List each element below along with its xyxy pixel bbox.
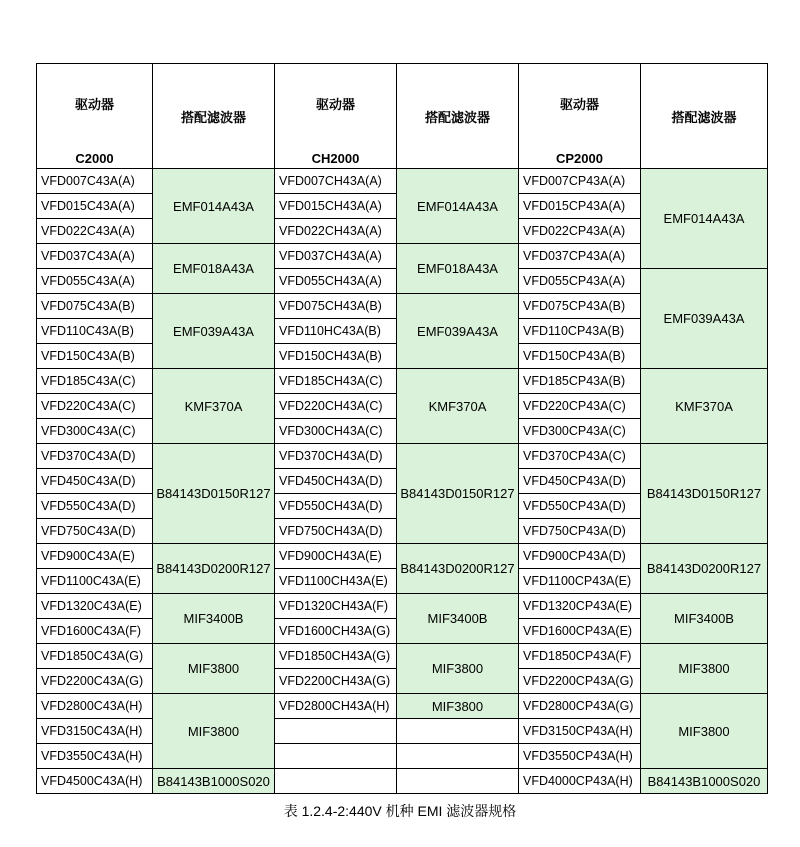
c2000-filter-cell: B84143D0200R127 [153, 544, 275, 594]
c2000-driver-cell: VFD2800C43A(H) [37, 694, 153, 719]
ch2000-driver-cell: VFD1600CH43A(G) [275, 619, 397, 644]
cp2000-filter-cell: EMF014A43A [641, 169, 768, 269]
ch2000-filter-cell: EMF014A43A [397, 169, 519, 244]
cp2000-filter-header: 搭配滤波器 [641, 64, 768, 169]
cp2000-driver-cell: VFD900CP43A(D) [519, 544, 641, 569]
cp2000-filter-cell: KMF370A [641, 369, 768, 444]
cp2000-driver-cell: VFD3150CP43A(H) [519, 719, 641, 744]
ch2000-filter-cell: B84143D0200R127 [397, 544, 519, 594]
ch2000-filter-cell: MIF3400B [397, 594, 519, 644]
cp2000-model-label: CP2000 [519, 142, 641, 169]
table-row [37, 594, 768, 619]
ch2000-filter-header: 搭配滤波器 [397, 64, 519, 169]
c2000-driver-cell: VFD185C43A(C) [37, 369, 153, 394]
ch2000-driver-cell: VFD1320CH43A(F) [275, 594, 397, 619]
ch2000-filter-cell: EMF018A43A [397, 244, 519, 294]
table-body [37, 169, 768, 794]
c2000-driver-cell: VFD550C43A(D) [37, 494, 153, 519]
cp2000-filter-cell: EMF039A43A [641, 269, 768, 369]
ch2000-driver-cell: VFD110HC43A(B) [275, 319, 397, 344]
cp2000-driver-cell: VFD220CP43A(C) [519, 394, 641, 419]
c2000-driver-cell: VFD1600C43A(F) [37, 619, 153, 644]
c2000-driver-cell: VFD110C43A(B) [37, 319, 153, 344]
c2000-model-label: C2000 [37, 142, 153, 169]
ch2000-driver-cell: VFD075CH43A(B) [275, 294, 397, 319]
ch2000-driver-cell: VFD450CH43A(D) [275, 469, 397, 494]
c2000-filter-cell: MIF3400B [153, 594, 275, 644]
cp2000-filter-cell: MIF3400B [641, 594, 768, 644]
table-row [37, 694, 768, 719]
emi-filter-table [36, 63, 768, 794]
ch2000-driver-cell: VFD037CH43A(A) [275, 244, 397, 269]
c2000-driver-header: 驱动器 [37, 64, 153, 143]
c2000-filter-cell: KMF370A [153, 369, 275, 444]
cp2000-driver-cell: VFD450CP43A(D) [519, 469, 641, 494]
cp2000-driver-cell: VFD1100CP43A(E) [519, 569, 641, 594]
c2000-filter-header: 搭配滤波器 [153, 64, 275, 169]
c2000-filter-cell: B84143D0150R127 [153, 444, 275, 544]
cp2000-driver-cell: VFD055CP43A(A) [519, 269, 641, 294]
ch2000-driver-cell: VFD750CH43A(D) [275, 519, 397, 544]
c2000-driver-cell: VFD370C43A(D) [37, 444, 153, 469]
ch2000-driver-cell [275, 719, 397, 744]
ch2000-driver-cell: VFD015CH43A(A) [275, 194, 397, 219]
c2000-driver-cell: VFD4500C43A(H) [37, 769, 153, 794]
c2000-driver-cell: VFD055C43A(A) [37, 269, 153, 294]
ch2000-driver-cell: VFD022CH43A(A) [275, 219, 397, 244]
c2000-driver-cell: VFD075C43A(B) [37, 294, 153, 319]
ch2000-driver-cell: VFD550CH43A(D) [275, 494, 397, 519]
c2000-filter-cell: EMF018A43A [153, 244, 275, 294]
cp2000-driver-cell: VFD075CP43A(B) [519, 294, 641, 319]
ch2000-driver-cell: VFD300CH43A(C) [275, 419, 397, 444]
ch2000-filter-cell: MIF3800 [397, 694, 519, 719]
c2000-driver-cell: VFD007C43A(A) [37, 169, 153, 194]
c2000-driver-cell: VFD220C43A(C) [37, 394, 153, 419]
cp2000-driver-cell: VFD750CP43A(D) [519, 519, 641, 544]
cp2000-driver-cell: VFD300CP43A(C) [519, 419, 641, 444]
ch2000-driver-cell [275, 769, 397, 794]
cp2000-driver-cell: VFD1600CP43A(E) [519, 619, 641, 644]
cp2000-filter-cell: MIF3800 [641, 644, 768, 694]
table-row [37, 444, 768, 469]
cp2000-filter-cell: B84143D0150R127 [641, 444, 768, 544]
c2000-driver-cell: VFD150C43A(B) [37, 344, 153, 369]
cp2000-driver-cell: VFD015CP43A(A) [519, 194, 641, 219]
cp2000-driver-cell: VFD150CP43A(B) [519, 344, 641, 369]
table-row [37, 544, 768, 569]
c2000-driver-cell: VFD900C43A(E) [37, 544, 153, 569]
c2000-driver-cell: VFD022C43A(A) [37, 219, 153, 244]
cp2000-driver-cell: VFD037CP43A(A) [519, 244, 641, 269]
table-row [37, 769, 768, 794]
ch2000-filter-cell: B84143D0150R127 [397, 444, 519, 544]
c2000-driver-cell: VFD3150C43A(H) [37, 719, 153, 744]
cp2000-driver-cell: VFD1850CP43A(F) [519, 644, 641, 669]
cp2000-driver-cell: VFD3550CP43A(H) [519, 744, 641, 769]
ch2000-filter-cell [397, 719, 519, 744]
cp2000-driver-cell: VFD370CP43A(C) [519, 444, 641, 469]
c2000-filter-cell: EMF014A43A [153, 169, 275, 244]
cp2000-driver-cell: VFD4000CP43A(H) [519, 769, 641, 794]
ch2000-driver-cell: VFD185CH43A(C) [275, 369, 397, 394]
ch2000-driver-cell: VFD150CH43A(B) [275, 344, 397, 369]
cp2000-driver-cell: VFD2200CP43A(G) [519, 669, 641, 694]
cp2000-filter-cell: MIF3800 [641, 694, 768, 769]
cp2000-driver-cell: VFD185CP43A(B) [519, 369, 641, 394]
cp2000-driver-cell: VFD2800CP43A(G) [519, 694, 641, 719]
cp2000-driver-cell: VFD007CP43A(A) [519, 169, 641, 194]
ch2000-driver-cell: VFD900CH43A(E) [275, 544, 397, 569]
c2000-driver-cell: VFD1100C43A(E) [37, 569, 153, 594]
ch2000-filter-cell: EMF039A43A [397, 294, 519, 369]
ch2000-driver-cell [275, 744, 397, 769]
c2000-driver-cell: VFD450C43A(D) [37, 469, 153, 494]
ch2000-filter-cell: KMF370A [397, 369, 519, 444]
c2000-filter-cell: B84143B1000S020 [153, 769, 275, 794]
ch2000-model-label: CH2000 [275, 142, 397, 169]
c2000-driver-cell: VFD750C43A(D) [37, 519, 153, 544]
cp2000-filter-cell: B84143B1000S020 [641, 769, 768, 794]
c2000-driver-cell: VFD300C43A(C) [37, 419, 153, 444]
c2000-driver-cell: VFD3550C43A(H) [37, 744, 153, 769]
c2000-driver-cell: VFD015C43A(A) [37, 194, 153, 219]
table-row [37, 369, 768, 394]
c2000-driver-cell: VFD037C43A(A) [37, 244, 153, 269]
ch2000-driver-cell: VFD007CH43A(A) [275, 169, 397, 194]
c2000-filter-cell: MIF3800 [153, 694, 275, 769]
cp2000-filter-cell: B84143D0200R127 [641, 544, 768, 594]
cp2000-driver-header: 驱动器 [519, 64, 641, 143]
cp2000-driver-cell: VFD110CP43A(B) [519, 319, 641, 344]
ch2000-driver-cell: VFD2800CH43A(H) [275, 694, 397, 719]
c2000-filter-cell: MIF3800 [153, 644, 275, 694]
ch2000-driver-header: 驱动器 [275, 64, 397, 143]
ch2000-driver-cell: VFD1850CH43A(G) [275, 644, 397, 669]
cp2000-driver-cell: VFD1320CP43A(E) [519, 594, 641, 619]
ch2000-filter-cell [397, 744, 519, 769]
ch2000-driver-cell: VFD2200CH43A(G) [275, 669, 397, 694]
c2000-driver-cell: VFD1850C43A(G) [37, 644, 153, 669]
ch2000-driver-cell: VFD220CH43A(C) [275, 394, 397, 419]
ch2000-driver-cell: VFD370CH43A(D) [275, 444, 397, 469]
c2000-filter-cell: EMF039A43A [153, 294, 275, 369]
table-row [37, 169, 768, 194]
ch2000-driver-cell: VFD1100CH43A(E) [275, 569, 397, 594]
cp2000-driver-cell: VFD550CP43A(D) [519, 494, 641, 519]
ch2000-filter-cell [397, 769, 519, 794]
cp2000-driver-cell: VFD022CP43A(A) [519, 219, 641, 244]
c2000-driver-cell: VFD1320C43A(E) [37, 594, 153, 619]
ch2000-driver-cell: VFD055CH43A(A) [275, 269, 397, 294]
c2000-driver-cell: VFD2200C43A(G) [37, 669, 153, 694]
table-row [37, 644, 768, 669]
table-caption: 表 1.2.4-2:440V 机种 EMI 滤波器规格 [283, 803, 517, 819]
ch2000-filter-cell: MIF3800 [397, 644, 519, 694]
